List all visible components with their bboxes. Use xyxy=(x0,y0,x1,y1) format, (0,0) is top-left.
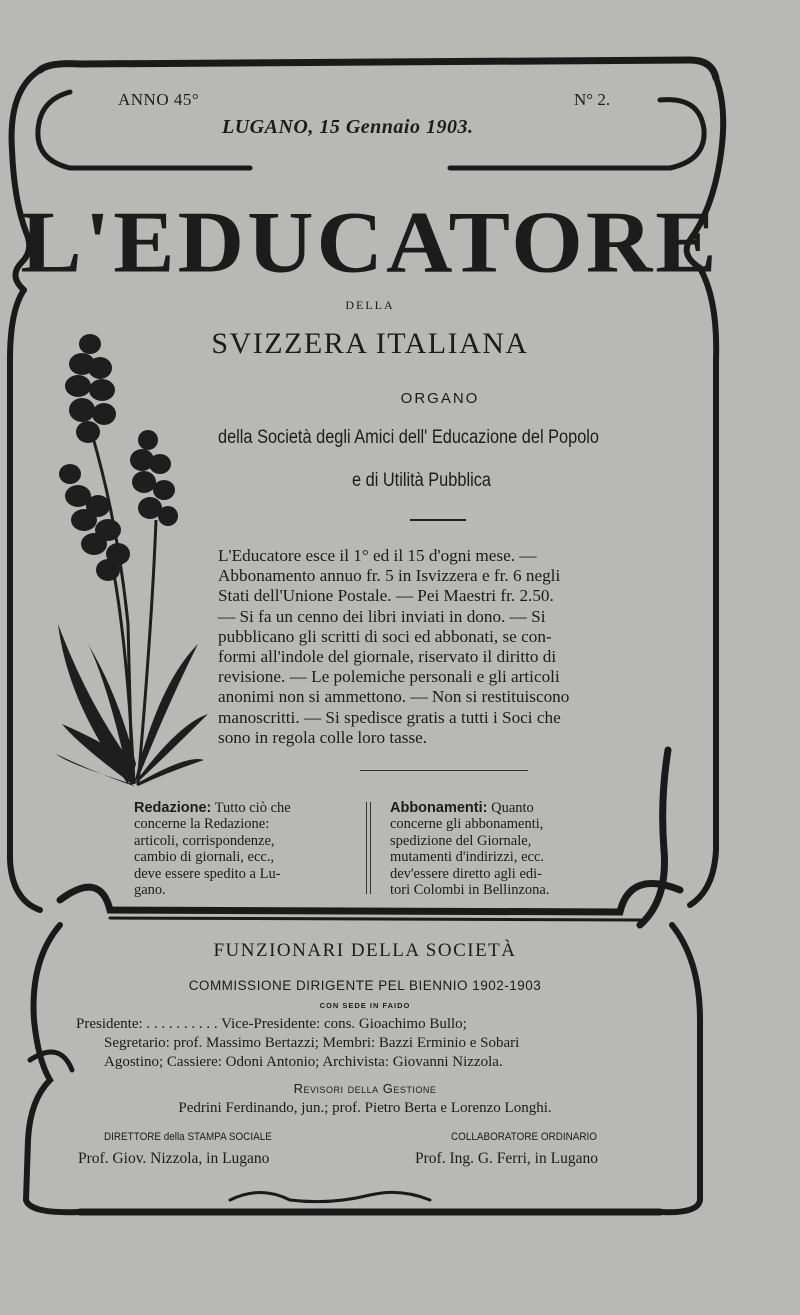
divider-rule xyxy=(410,519,466,521)
revisori-heading: Revisori della Gestione xyxy=(293,1081,437,1096)
ornamental-divider xyxy=(360,770,528,771)
redazione-text: Tutto ciò che concerne la Redazione: articoli, corrispondenze, cambio di giornali, ecc., deve essere spedito a Lu- gano. xyxy=(134,800,291,899)
redazione-box xyxy=(134,800,344,898)
column-divider xyxy=(370,802,371,894)
officers-line-2: Segretario: prof. Massimo Bertazzi; Membri: Bazzi Erminio e Sobari xyxy=(104,1035,520,1051)
issue-number: N° 2. xyxy=(574,90,611,109)
redazione-label: Redazione: xyxy=(134,800,212,816)
officers-line-3: Agostino; Cassiere: Odoni Antonio; Archivista: Giovanni Nizzola. xyxy=(104,1054,503,1070)
masthead-della: DELLA xyxy=(345,298,395,312)
abbonamenti-text: Quanto concerne gli abbonamenti, spedizione del Giornale, mutamenti d'indirizzi, ecc. dev'essere diretto agli edi- tori Colombi in Bellinzona. xyxy=(390,800,550,899)
organo-label: ORGANO xyxy=(400,390,480,407)
publication-notice: L'Educatore esce il 1° ed il 15 d'ogni mese. — Abbonamento annuo fr. 5 in Isvizzera e fr. 6 negli Stati dell'Unione Postale. — Pei Maestri fr. 2.50. — Si fa un cenno dei libri inviati in dono. — Si pubblicano gli scritti di soci ed abbonati, se con- formi all'indole del giornale, riservato il diritto di revisione. — Le polemiche personali e gli articoli anonimi non si ammettono. — Non si restituiscono manoscritti. — Si spedisce gratis a tutti i Soci che sono in regola colle loro tasse. xyxy=(218,546,570,747)
officers-line-1: Presidente: . . . . . . . . . . Vice-Presidente: cons. Gioachimo Bullo; xyxy=(76,1016,467,1032)
organ-line-2: e di Utilità Pubblica xyxy=(352,470,491,491)
column-divider xyxy=(366,802,367,894)
collaboratore-name: Prof. Ing. G. Ferri, in Lugano xyxy=(415,1150,598,1167)
direttore-label: DIRETTORE della STAMPA SOCIALE xyxy=(104,1131,272,1143)
commissione-heading: COMMISSIONE DIRIGENTE PEL BIENNIO 1902-1903 xyxy=(188,978,542,993)
organ-line-1: della Società degli Amici dell' Educazione del Popolo xyxy=(218,427,600,448)
masthead-subtitle: SVIZZERA ITALIANA xyxy=(211,327,529,360)
collaboratore-label: COLLABORATORE ORDINARIO xyxy=(451,1131,597,1143)
direttore-name: Prof. Giov. Nizzola, in Lugano xyxy=(78,1150,270,1167)
abbonamenti-label: Abbonamenti: xyxy=(390,800,488,816)
volume-year: ANNO 45° xyxy=(118,90,200,109)
dateline: LUGANO, 15 Gennaio 1903. xyxy=(222,116,474,138)
sede-label: CON SEDE IN FAIDO xyxy=(319,1001,411,1010)
revisori-names: Pedrini Ferdinando, jun.; prof. Pietro Berta e Lorenzo Longhi. xyxy=(178,1100,552,1116)
abbonamenti-box xyxy=(390,800,600,898)
masthead-title: L'EDUCATORE xyxy=(20,193,720,291)
funzionari-heading: FUNZIONARI DELLA SOCIETÀ xyxy=(213,940,517,961)
